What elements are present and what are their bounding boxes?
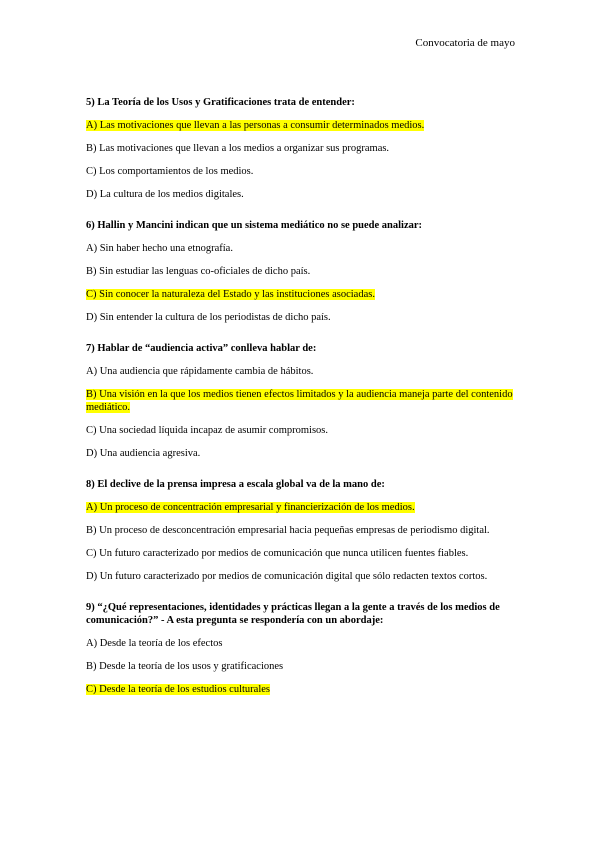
answer-option-highlighted <box>86 288 518 301</box>
answer-option <box>86 637 518 650</box>
question-block <box>86 478 518 583</box>
option-text: C) Desde la teoría de los estudios culturales <box>86 684 270 695</box>
question-title: 7) Hablar de “audiencia activa” conlleva hablar de: <box>86 343 317 354</box>
page-header: Convocatoria de mayo <box>415 37 515 49</box>
question-title: 5) La Teoría de los Usos y Gratificaciones trata de entender: <box>86 97 355 108</box>
answer-option-highlighted <box>86 683 518 696</box>
question-title: 6) Hallin y Mancini indican que un sistema mediático no se puede analizar: <box>86 220 423 231</box>
question-block <box>86 601 518 696</box>
answer-option <box>86 424 518 437</box>
question-block <box>86 342 518 460</box>
option-text: D) Un futuro caracterizado por medios de comunicación digital que sólo redacten textos cortos. <box>86 571 488 582</box>
question-list <box>86 96 518 714</box>
option-text: D) La cultura de los medios digitales. <box>86 189 244 200</box>
option-text: B) Las motivaciones que llevan a los medios a organizar sus programas. <box>86 143 390 154</box>
answer-option <box>86 365 518 378</box>
option-text: C) Sin conocer la naturaleza del Estado y las instituciones asociadas. <box>86 289 375 300</box>
option-text: A) Las motivaciones que llevan a las personas a consumir determinados medios. <box>86 120 425 131</box>
question-block <box>86 219 518 324</box>
answer-option <box>86 547 518 560</box>
answer-option-highlighted <box>86 501 518 514</box>
answer-option <box>86 165 518 178</box>
answer-option-highlighted <box>86 119 518 132</box>
question-title: 9) “¿Qué representaciones, identidades y prácticas llegan a la gente a través de los medios de comunicación?” - A esta pregunta se respondería con un abordaje: <box>86 602 500 626</box>
answer-option <box>86 142 518 155</box>
option-text: B) Sin estudiar las lenguas co-oficiales de dicho país. <box>86 266 311 277</box>
option-text: A) Una audiencia que rápidamente cambia de hábitos. <box>86 366 314 377</box>
answer-option <box>86 570 518 583</box>
option-text: A) Un proceso de concentración empresarial y financierización de los medios. <box>86 502 415 513</box>
option-text: B) Una visión en la que los medios tienen efectos limitados y la audiencia maneja parte del contenido mediático. <box>86 389 513 413</box>
answer-option <box>86 242 518 255</box>
option-text: B) Desde la teoría de los usos y gratificaciones <box>86 661 284 672</box>
option-text: B) Un proceso de desconcentración empresarial hacia pequeñas empresas de periodismo digital. <box>86 525 490 536</box>
answer-option <box>86 524 518 537</box>
answer-option-highlighted <box>86 388 518 414</box>
option-text: A) Sin haber hecho una etnografía. <box>86 243 233 254</box>
answer-option <box>86 188 518 201</box>
answer-option <box>86 311 518 324</box>
answer-option <box>86 265 518 278</box>
option-text: C) Un futuro caracterizado por medios de comunicación que nunca utilicen fuentes fiables. <box>86 548 469 559</box>
answer-option <box>86 447 518 460</box>
option-text: A) Desde la teoría de los efectos <box>86 638 223 649</box>
option-text: D) Sin entender la cultura de los periodistas de dicho país. <box>86 312 331 323</box>
option-text: D) Una audiencia agresiva. <box>86 448 201 459</box>
question-title: 8) El declive de la prensa impresa a escala global va de la mano de: <box>86 479 385 490</box>
option-text: C) Una sociedad líquida incapaz de asumir compromisos. <box>86 425 329 436</box>
question-block <box>86 96 518 201</box>
option-text: C) Los comportamientos de los medios. <box>86 166 254 177</box>
answer-option <box>86 660 518 673</box>
